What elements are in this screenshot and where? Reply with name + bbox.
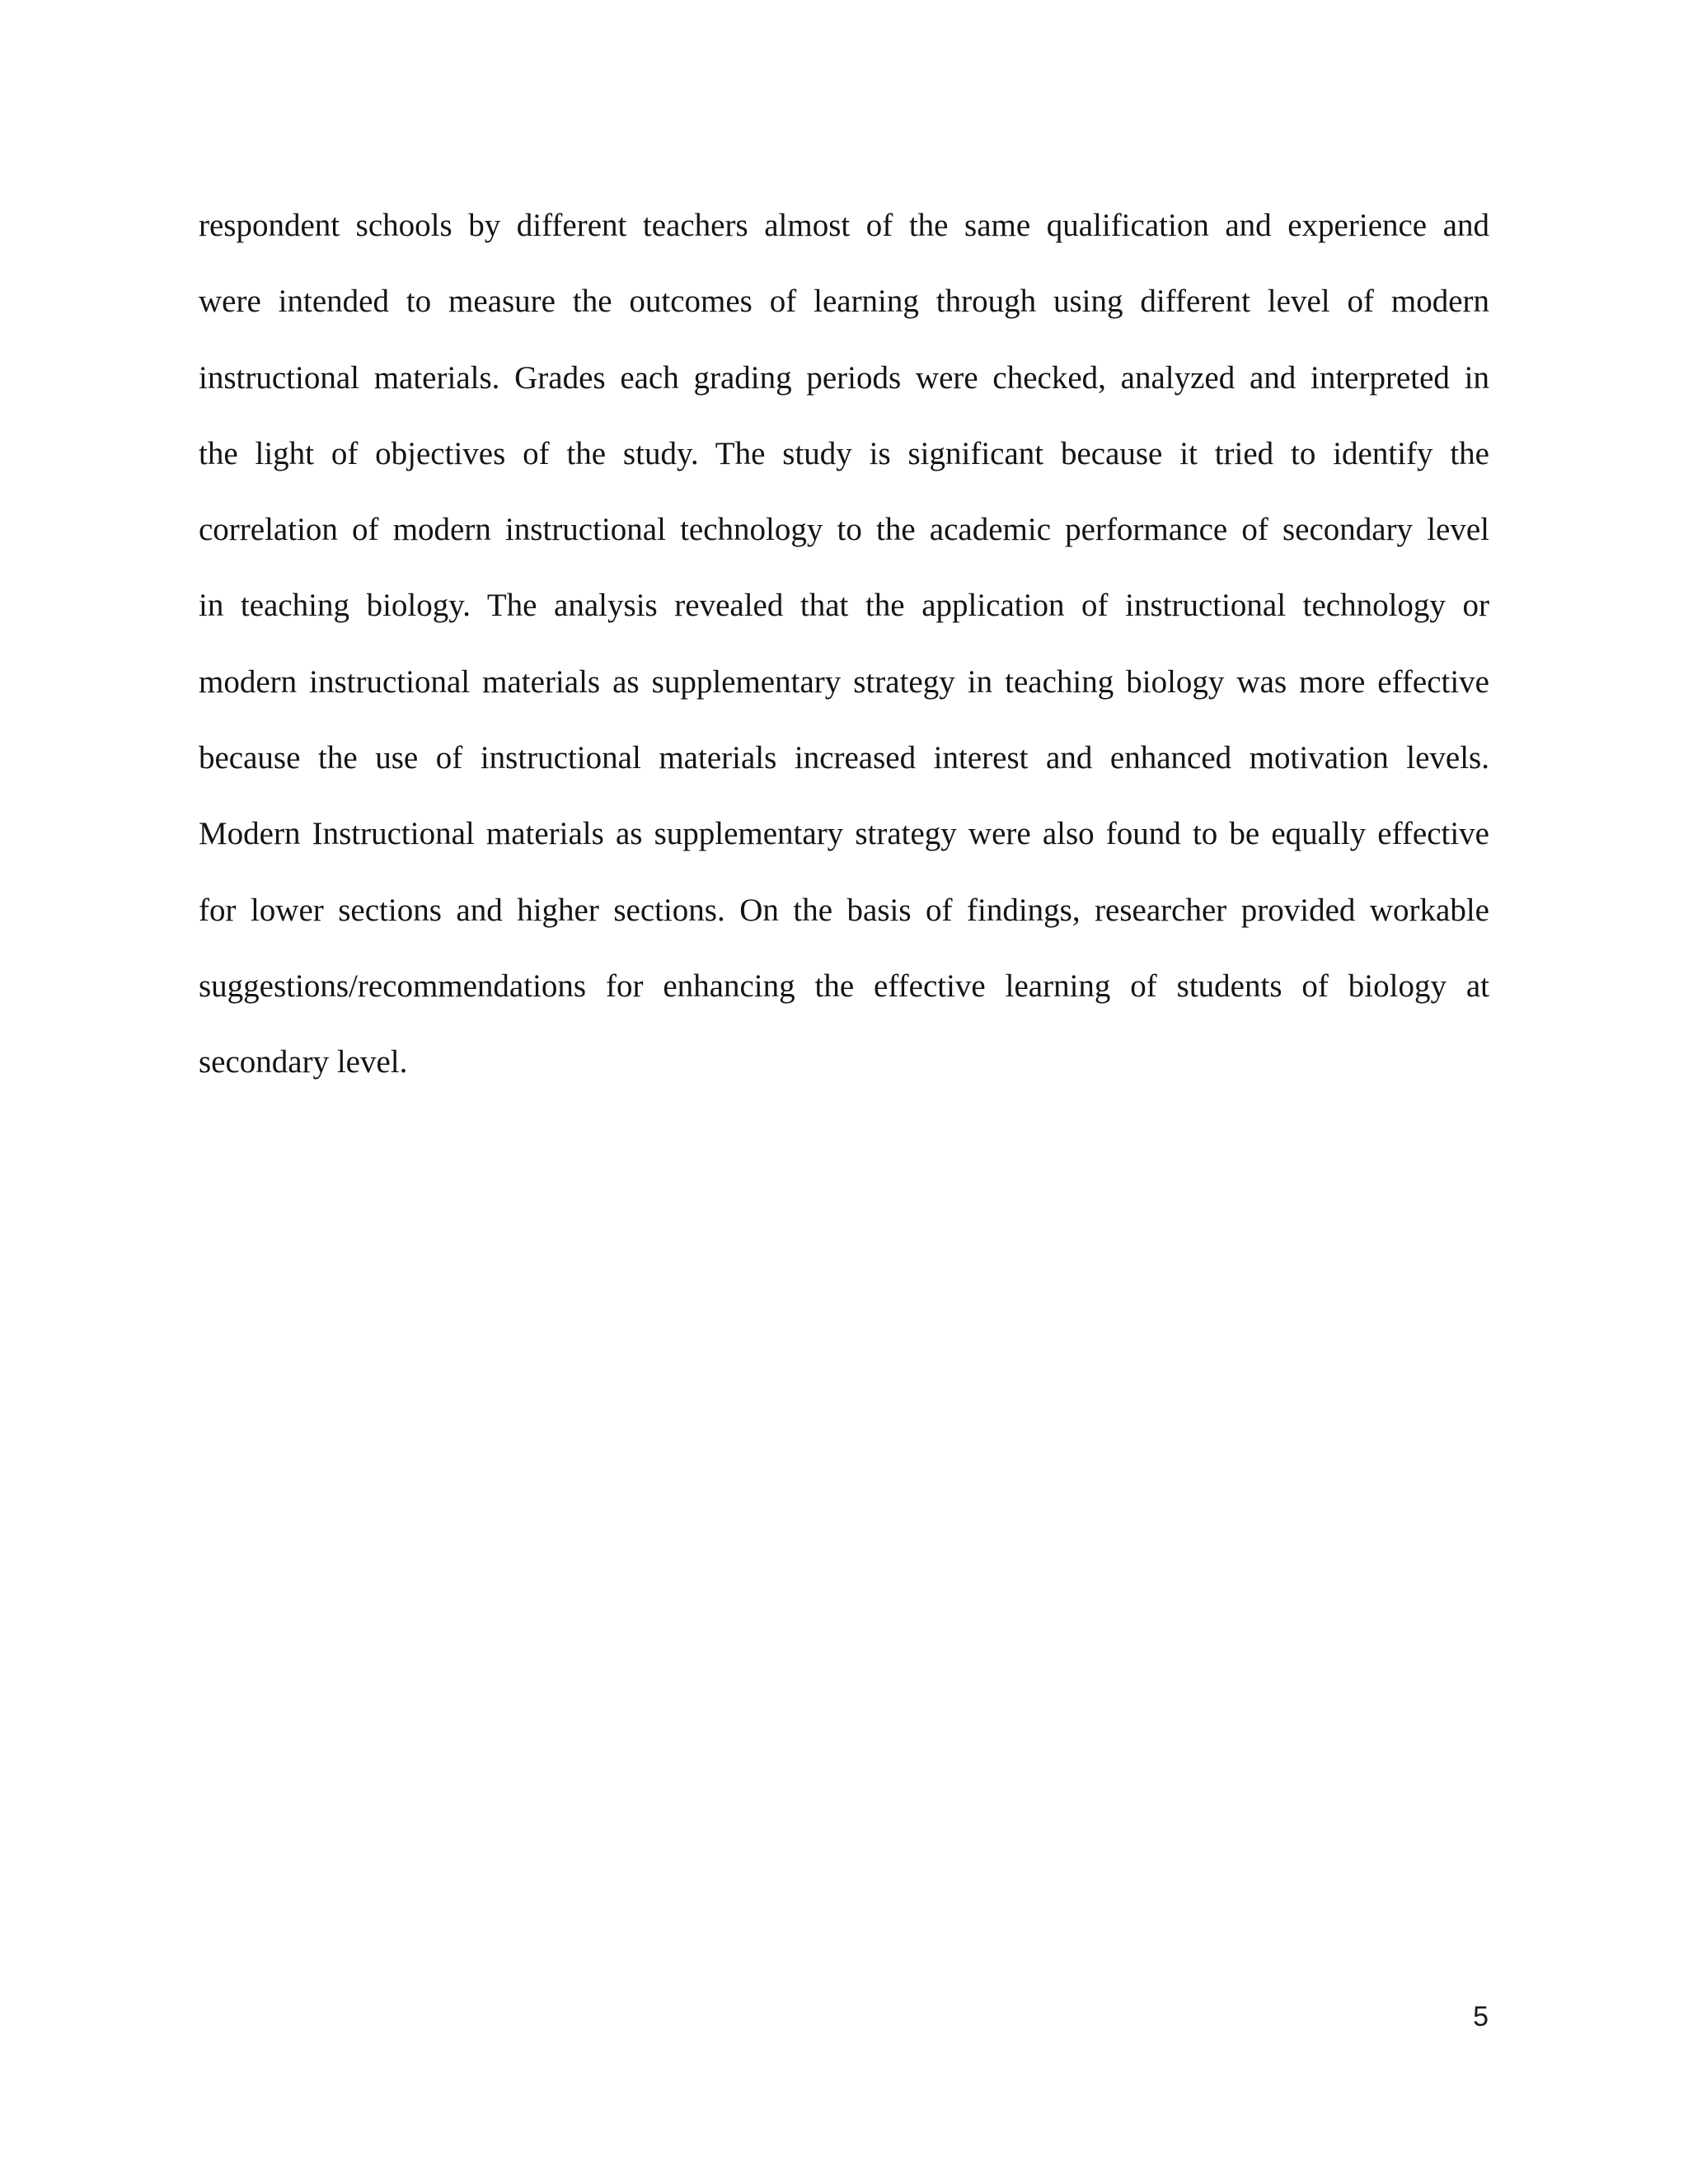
body-line: respondent schools by different teachers almost of the same qualification and experience and <box>199 208 1489 243</box>
body-line: the light of objectives of the study. The study is significant because it tried to identify the <box>199 435 1489 471</box>
body-line: for lower sections and higher sections. On the basis of findings, researcher provided workable <box>199 892 1489 928</box>
page-number: 5 <box>1473 2001 1489 2032</box>
body-line: because the use of instructional materials increased interest and enhanced motivation levels. <box>199 740 1489 776</box>
body-line: were intended to measure the outcomes of learning through using different level of modern <box>199 284 1489 320</box>
body-line: correlation of modern instructional technology to the academic performance of secondary level <box>199 512 1489 548</box>
body-line-last: secondary level. <box>199 1044 408 1080</box>
body-line: instructional materials. Grades each grading periods were checked, analyzed and interpreted in <box>199 359 1489 396</box>
body-line: in teaching biology. The analysis revealed that the application of instructional technology or <box>199 588 1489 624</box>
body-line: modern instructional materials as supplementary strategy in teaching biology was more effective <box>199 663 1489 700</box>
body-line: suggestions/recommendations for enhancing the effective learning of students of biology at <box>199 968 1489 1004</box>
body-line: Modern Instructional materials as supplementary strategy were also found to be equally effective <box>199 816 1489 852</box>
body-paragraph <box>199 188 1489 1101</box>
